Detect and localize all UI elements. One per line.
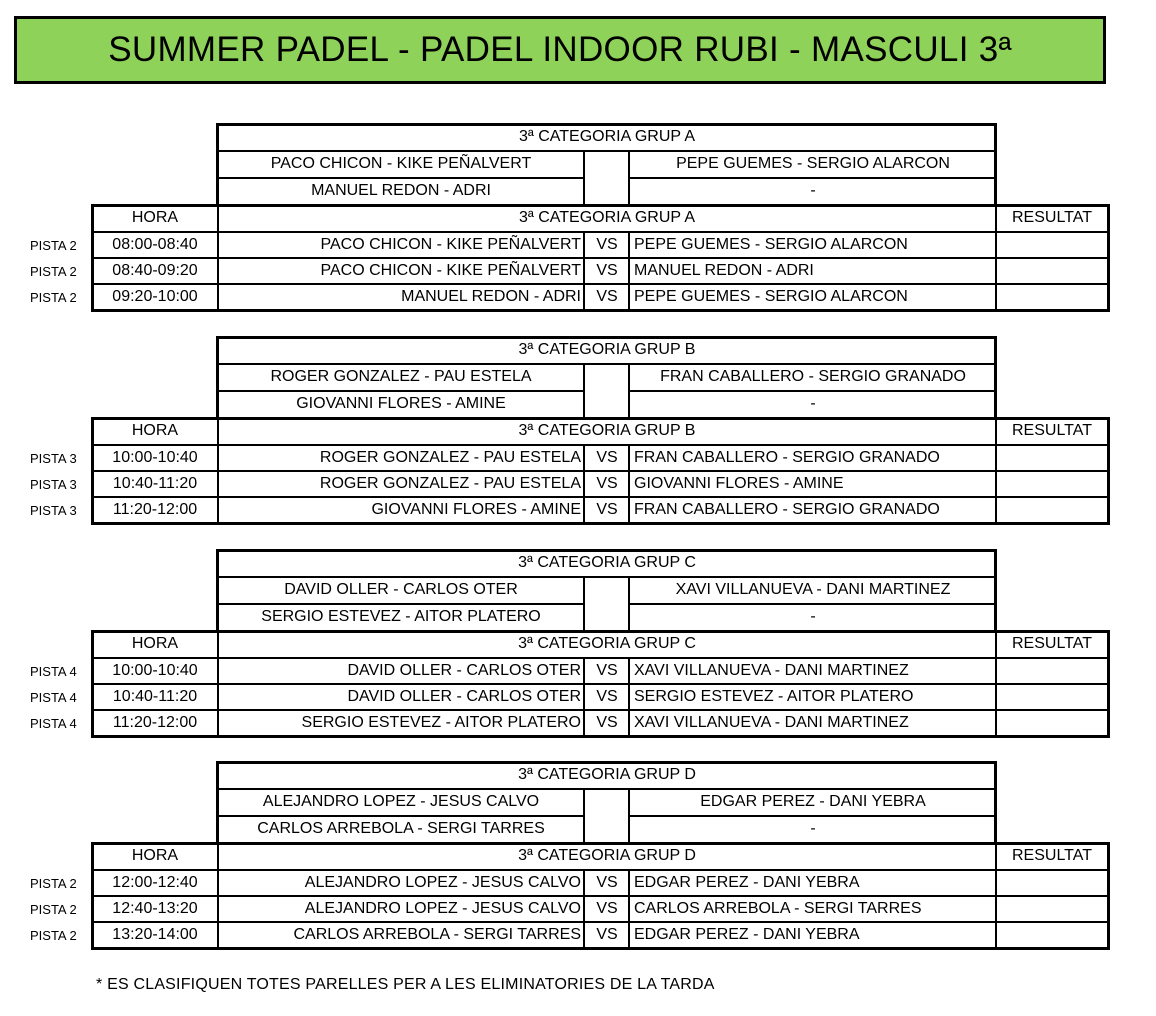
match-vs: VS (596, 501, 618, 518)
pista-label: PISTA 2 (30, 237, 77, 253)
group-block-a (30, 123, 1110, 313)
pista-label: PISTA 2 (30, 289, 77, 305)
match-away-team: XAVI VILLANUEVA - DANI MARTINEZ (634, 662, 909, 679)
group-team-4: - (810, 819, 816, 837)
match-away-team: SERGIO ESTEVEZ - AITOR PLATERO (634, 688, 914, 705)
match-home-team: ROGER GONZALEZ - PAU ESTELA (319, 449, 581, 466)
match-vs: VS (596, 475, 618, 492)
group-block-c (30, 549, 1110, 739)
match-home-team: SERGIO ESTEVEZ - AITOR PLATERO (301, 714, 581, 731)
match-home-team: MANUEL REDON - ADRI (401, 288, 581, 305)
match-vs: VS (596, 236, 618, 253)
group-team-4: - (810, 181, 816, 199)
match-vs: VS (596, 262, 618, 279)
pista-label: PISTA 3 (30, 476, 77, 492)
match-vs: VS (596, 662, 618, 679)
group-team-4: - (810, 607, 816, 625)
schedule-group-title: 3ª CATEGORIA GRUP C (518, 635, 696, 652)
pista-label: PISTA 3 (30, 450, 77, 466)
match-home-team: CARLOS ARREBOLA - SERGI TARRES (293, 926, 581, 943)
match-time: 11:20-12:00 (112, 501, 198, 518)
match-time: 10:40-11:20 (112, 475, 198, 492)
match-time: 10:00-10:40 (112, 449, 198, 466)
group-team-1: DAVID OLLER - CARLOS OTER (284, 581, 518, 598)
group-team-2: FRAN CABALLERO - SERGIO GRANADO (660, 368, 966, 385)
resultat-header: RESULTAT (1011, 422, 1092, 439)
group-team-3: GIOVANNI FLORES - AMINE (296, 394, 506, 412)
match-time: 12:00-12:40 (112, 874, 198, 891)
page-title: SUMMER PADEL - PADEL INDOOR RUBI - MASCULI 3ª (14, 16, 1106, 84)
match-time: 13:20-14:00 (112, 926, 198, 943)
group-team-1: ALEJANDRO LOPEZ - JESUS CALVO (262, 793, 540, 810)
hora-header: HORA (131, 847, 179, 864)
group-team-2: EDGAR PEREZ - DANI YEBRA (700, 793, 926, 810)
schedule-group-title: 3ª CATEGORIA GRUP B (518, 422, 696, 439)
group-team-3: CARLOS ARREBOLA - SERGI TARRES (257, 819, 545, 837)
match-vs: VS (596, 688, 618, 705)
pista-label: PISTA 2 (30, 875, 77, 891)
group-team-3: MANUEL REDON - ADRI (311, 181, 491, 199)
match-home-team: PACO CHICON - KIKE PEÑALVERT (320, 236, 581, 253)
group-team-1: ROGER GONZALEZ - PAU ESTELA (270, 368, 532, 385)
match-home-team: GIOVANNI FLORES - AMINE (371, 501, 581, 518)
match-vs: VS (596, 449, 618, 466)
group-title: 3ª CATEGORIA GRUP C (518, 554, 696, 571)
match-home-team: DAVID OLLER - CARLOS OTER (347, 688, 581, 705)
match-home-team: PACO CHICON - KIKE PEÑALVERT (320, 262, 581, 279)
match-time: 10:40-11:20 (112, 688, 198, 705)
hora-header: HORA (131, 209, 179, 226)
pista-label: PISTA 2 (30, 263, 77, 279)
resultat-header: RESULTAT (1011, 209, 1092, 226)
group-title: 3ª CATEGORIA GRUP B (518, 341, 696, 358)
pista-label: PISTA 2 (30, 927, 77, 943)
pista-label: PISTA 2 (30, 901, 77, 917)
match-time: 11:20-12:00 (112, 714, 198, 731)
hora-header: HORA (131, 635, 179, 652)
match-home-team: DAVID OLLER - CARLOS OTER (347, 662, 581, 679)
match-away-team: FRAN CABALLERO - SERGIO GRANADO (634, 449, 940, 466)
group-team-1: PACO CHICON - KIKE PEÑALVERT (270, 155, 532, 172)
pista-label: PISTA 3 (30, 502, 77, 518)
match-time: 08:00-08:40 (112, 236, 198, 253)
group-team-2: PEPE GUEMES - SERGIO ALARCON (676, 155, 950, 172)
pista-label: PISTA 4 (30, 689, 77, 705)
pista-label: PISTA 4 (30, 663, 77, 679)
schedule-group-title: 3ª CATEGORIA GRUP A (518, 209, 696, 226)
match-away-team: XAVI VILLANUEVA - DANI MARTINEZ (634, 714, 909, 731)
match-home-team: ROGER GONZALEZ - PAU ESTELA (319, 475, 581, 492)
match-home-team: ALEJANDRO LOPEZ - JESUS CALVO (304, 900, 581, 917)
match-away-team: EDGAR PEREZ - DANI YEBRA (634, 874, 860, 891)
match-away-team: FRAN CABALLERO - SERGIO GRANADO (634, 501, 940, 518)
group-title: 3ª CATEGORIA GRUP D (518, 766, 696, 783)
match-away-team: CARLOS ARREBOLA - SERGI TARRES (634, 900, 922, 917)
match-vs: VS (596, 874, 618, 891)
footnote: * ES CLASIFIQUEN TOTES PARELLES PER A LES ELIMINATORIES DE LA TARDA (96, 976, 715, 993)
match-away-team: EDGAR PEREZ - DANI YEBRA (634, 926, 860, 943)
group-team-4: - (810, 394, 816, 412)
match-vs: VS (596, 714, 618, 731)
match-away-team: GIOVANNI FLORES - AMINE (634, 475, 844, 492)
match-time: 08:40-09:20 (112, 262, 198, 279)
group-title: 3ª CATEGORIA GRUP A (518, 128, 696, 145)
group-team-3: SERGIO ESTEVEZ - AITOR PLATERO (261, 607, 541, 625)
match-away-team: PEPE GUEMES - SERGIO ALARCON (634, 236, 908, 253)
match-vs: VS (596, 288, 618, 305)
match-time: 10:00-10:40 (112, 662, 198, 679)
resultat-header: RESULTAT (1011, 635, 1092, 652)
pista-label: PISTA 4 (30, 715, 77, 731)
group-block-d (30, 761, 1110, 951)
match-away-team: PEPE GUEMES - SERGIO ALARCON (634, 288, 908, 305)
schedule-group-title: 3ª CATEGORIA GRUP D (518, 847, 696, 864)
match-time: 12:40-13:20 (112, 900, 198, 917)
hora-header: HORA (131, 422, 179, 439)
match-vs: VS (596, 900, 618, 917)
group-team-2: XAVI VILLANUEVA - DANI MARTINEZ (675, 581, 951, 598)
match-home-team: ALEJANDRO LOPEZ - JESUS CALVO (304, 874, 581, 891)
match-away-team: MANUEL REDON - ADRI (634, 262, 814, 279)
group-block-b (30, 336, 1110, 526)
resultat-header: RESULTAT (1011, 847, 1092, 864)
match-time: 09:20-10:00 (112, 288, 198, 305)
match-vs: VS (596, 926, 618, 943)
